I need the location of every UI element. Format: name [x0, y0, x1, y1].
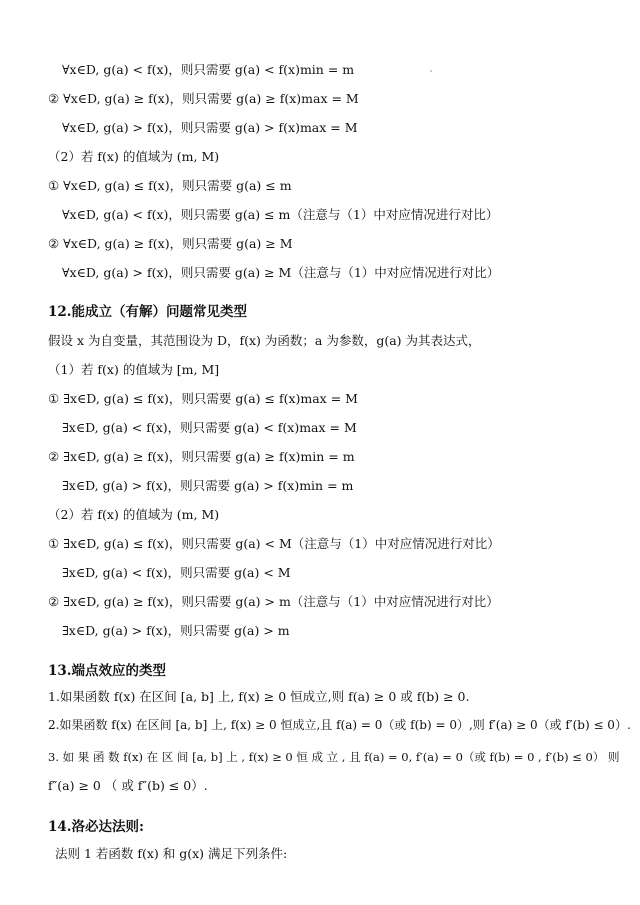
line-13: ∃x∈D, g(a) < f(x)，则只需要 g(a) < f(x)max = M: [62, 420, 357, 435]
line-20: ∃x∈D, g(a) > f(x)，则只需要 g(a) > m: [62, 623, 290, 638]
section-14-heading: 14.洛必达法则:: [48, 819, 144, 835]
line-5: ① ∀x∈D, g(a) ≤ f(x)，则只需要 g(a) ≤ m: [48, 178, 292, 193]
line-11: （1）若 f(x) 的值域为 [m, M]: [48, 362, 220, 377]
line-16: （2）若 f(x) 的值域为 (m, M): [48, 507, 220, 522]
line-24: 3. 如 果 函 数 f(x) 在 区 间 [a, b] 上 , f(x) ≥ 0 恒 成 立 , 且 f(a) = 0, f′(a) = 0（或 f(b) = 0 , f′(b) ≤ 0） 则: [48, 750, 620, 764]
section-12-heading: 12.能成立（有解）问题常见类型: [48, 304, 247, 320]
line-7: ② ∀x∈D, g(a) ≥ f(x)，则只需要 g(a) ≥ M: [48, 236, 293, 251]
line-10: 假设 x 为自变量，其范围设为 D，f(x) 为函数；a 为参数，g(a) 为其表达式，: [48, 333, 481, 348]
line-19: ② ∃x∈D, g(a) ≥ f(x)，则只需要 g(a) > m（注意与（1）中对应情况进行对比）: [48, 594, 499, 609]
line-23: 2.如果函数 f(x) 在区间 [a, b] 上, f(x) ≥ 0 恒成立,且 f(a) = 0（或 f(b) = 0）,则 f′(a) ≥ 0（或 f′(b) ≤ 0）.: [48, 718, 631, 732]
section-13-heading: 13.端点效应的类型: [48, 663, 166, 679]
line-17: ① ∃x∈D, g(a) ≤ f(x)，则只需要 g(a) < M（注意与（1）中对应情况进行对比）: [48, 536, 500, 551]
line-8: ∀x∈D, g(a) > f(x)，则只需要 g(a) ≥ M（注意与（1）中对应情况进行对比）: [62, 265, 500, 280]
line-14: ② ∃x∈D, g(a) ≥ f(x)，则只需要 g(a) ≥ f(x)min = m: [48, 449, 355, 464]
line-18: ∃x∈D, g(a) < f(x)，则只需要 g(a) < M: [62, 565, 291, 580]
line-12: ① ∃x∈D, g(a) ≤ f(x)，则只需要 g(a) ≤ f(x)max = M: [48, 391, 358, 406]
line-22: 1.如果函数 f(x) 在区间 [a, b] 上, f(x) ≥ 0 恒成立,则 f(a) ≥ 0 或 f(b) ≥ 0.: [48, 689, 470, 704]
scan-speck: [430, 70, 432, 72]
line-27: 法则 1 若函数 f(x) 和 g(x) 满足下列条件:: [55, 846, 288, 861]
line-1: ∀x∈D, g(a) < f(x)，则只需要 g(a) < f(x)min = m: [62, 62, 355, 77]
line-2: ② ∀x∈D, g(a) ≥ f(x)，则只需要 g(a) ≥ f(x)max = M: [48, 91, 359, 106]
line-4: （2）若 f(x) 的值域为 (m, M): [48, 149, 220, 164]
line-15: ∃x∈D, g(a) > f(x)，则只需要 g(a) > f(x)min = m: [62, 478, 354, 493]
line-25: f″(a) ≥ 0 （ 或 f″(b) ≤ 0）.: [48, 778, 208, 793]
line-3: ∀x∈D, g(a) > f(x)，则只需要 g(a) > f(x)max = M: [62, 120, 358, 135]
line-6: ∀x∈D, g(a) < f(x)，则只需要 g(a) ≤ m（注意与（1）中对应情况进行对比）: [62, 207, 499, 222]
